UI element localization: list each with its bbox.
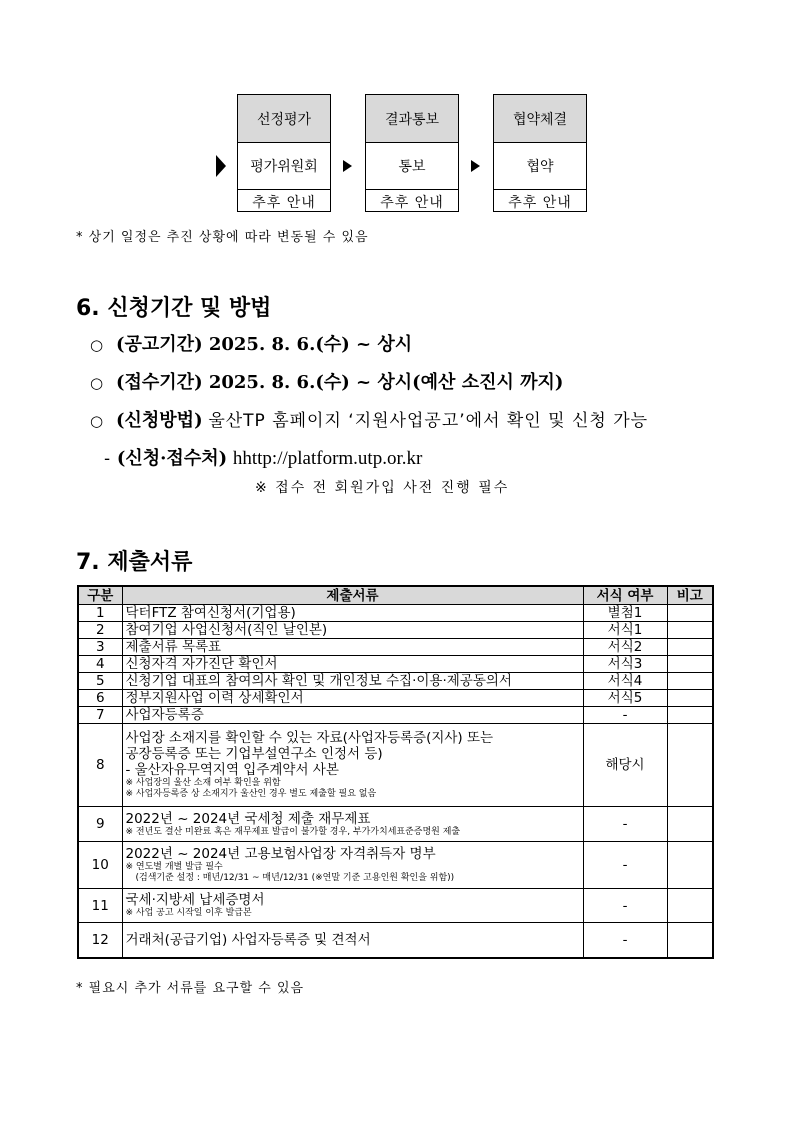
document-cell [122, 807, 583, 842]
stage-head: 선정평가 [238, 95, 330, 143]
table-header-row [78, 586, 713, 605]
form-status: 해당시 [583, 724, 667, 807]
col-header: 서식 여부 [583, 586, 667, 605]
document-cell [122, 605, 583, 622]
table-row [78, 889, 713, 923]
document-name: 사업장 소재지를 확인할 수 있는 자료(사업자등록증(지사) 또는 [125, 730, 494, 746]
bullet: ○ [90, 412, 104, 430]
document-remark: (검색기준 설정 : 매년/12/31 ~ 매년/12/31 (※연말 기준 고용인원 확인을 위함)) [135, 873, 455, 883]
row-number: 11 [78, 889, 122, 923]
document-remark: ※ 연도별 개별 발급 필수 [125, 862, 223, 872]
row-number: 8 [78, 724, 122, 807]
table-row [78, 605, 713, 622]
document-name: 신청자격 자가진단 확인서 [125, 656, 278, 672]
flow-arrow [471, 160, 480, 172]
bullet: ○ [90, 374, 104, 392]
stage-foot: 추후 안내 [380, 194, 444, 211]
row-number: 4 [78, 656, 122, 673]
document-name: 2022년 ~ 2024년 국세청 제출 재무제표 [125, 810, 371, 827]
apply-place-label: (신청·접수처) [116, 448, 228, 469]
stage-head: 결과통보 [366, 95, 458, 143]
flow-arrow-start [216, 155, 226, 177]
table-row [78, 673, 713, 690]
row-number: 9 [78, 807, 122, 842]
form-status: - [583, 889, 667, 923]
form-status: - [583, 923, 667, 959]
form-status: 별첨1 [583, 605, 667, 622]
stage-foot: 추후 안내 [252, 194, 316, 211]
row-number: 1 [78, 605, 122, 622]
stage-foot: 추후 안내 [508, 194, 572, 211]
apply-place [104, 444, 422, 470]
stage-agreement [493, 94, 587, 212]
document-name: 사업자등록증 [125, 707, 204, 723]
remarks-cell [667, 690, 713, 707]
stage-mid: 평가위원회 [238, 143, 330, 190]
signup-note: ※ 접수 전 회원가입 사전 진행 필수 [255, 480, 510, 496]
table-row [78, 724, 713, 807]
remarks-cell [667, 889, 713, 923]
document-cell [122, 639, 583, 656]
table-row [78, 842, 713, 889]
schedule-flow [0, 0, 793, 220]
documents-table [77, 585, 714, 959]
form-status: 서식2 [583, 639, 667, 656]
period-receipt [90, 368, 563, 394]
document-name: 참여기업 사업신청서(직인 날인본) [125, 622, 328, 638]
bullet: ○ [90, 336, 104, 354]
remarks-cell [667, 923, 713, 959]
form-status: 서식5 [583, 690, 667, 707]
row-number: 12 [78, 923, 122, 959]
table-footnote: * 필요시 추가 서류를 요구할 수 있음 [76, 981, 305, 996]
document-name: 닥터FTZ 참여신청서(기업용) [125, 605, 296, 621]
schedule-note: * 상기 일정은 추진 상황에 따라 변동될 수 있음 [76, 230, 369, 245]
col-header: 구분 [78, 586, 122, 605]
document-cell [122, 656, 583, 673]
form-status: 서식4 [583, 673, 667, 690]
document-cell [122, 842, 583, 889]
remarks-cell [667, 622, 713, 639]
item-label: (신청방법) [116, 410, 203, 431]
form-status: 서식3 [583, 656, 667, 673]
remarks-cell [667, 707, 713, 724]
form-status: - [583, 807, 667, 842]
document-name: 제출서류 목록표 [125, 639, 222, 655]
remarks-cell [667, 656, 713, 673]
document-name: 신청기업 대표의 참여의사 확인 및 개인정보 수집·이용·제공동의서 [125, 673, 512, 689]
document-cell [122, 707, 583, 724]
document-remark: ※ 사업 공고 시작일 이후 발급본 [125, 908, 252, 918]
col-header: 비고 [667, 586, 713, 605]
stage-mid: 통보 [366, 143, 458, 190]
remarks-cell [667, 639, 713, 656]
table-row [78, 639, 713, 656]
stage-selection [237, 94, 331, 212]
table-row [78, 923, 713, 959]
dash: - [104, 449, 112, 469]
document-remark: ※ 전년도 결산 미완료 혹은 재무제표 발급이 불가할 경우, 부가가치세표준증명원 제출 [125, 826, 461, 837]
form-status: 서식1 [583, 622, 667, 639]
document-remark: ※ 사업장의 울산 소재 여부 확인을 위함 [125, 778, 281, 788]
stage-mid: 협약 [494, 143, 586, 190]
item-label: (공고기간) 2025. 8. 6.(수) ~ 상시 [116, 334, 413, 355]
document-cell [122, 690, 583, 707]
stage-head: 협약체결 [494, 95, 586, 143]
document-cell [122, 889, 583, 923]
section6-title: 6. 신청기간 및 방법 [76, 296, 272, 321]
document-cell [122, 923, 583, 959]
document-name: 거래처(공급기업) 사업자등록증 및 견적서 [125, 932, 371, 948]
remarks-cell [667, 724, 713, 807]
row-number: 7 [78, 707, 122, 724]
table-row [78, 707, 713, 724]
document-name: 2022년 ~ 2024년 고용보험사업장 자격취득자 명부 [125, 846, 436, 862]
document-cell [122, 724, 583, 807]
table-row [78, 690, 713, 707]
apply-method [90, 406, 648, 432]
period-announce [90, 330, 412, 356]
table-row [78, 807, 713, 842]
remarks-cell [667, 807, 713, 842]
document-name: - 울산자유무역지역 입주계약서 사본 [125, 762, 339, 778]
row-number: 2 [78, 622, 122, 639]
form-status: - [583, 707, 667, 724]
form-status: - [583, 842, 667, 889]
document-name: 공장등록증 또는 기업부설연구소 인정서 등) [125, 746, 383, 762]
table-row [78, 656, 713, 673]
remarks-cell [667, 673, 713, 690]
document-name: 정부지원사업 이력 상세확인서 [125, 690, 304, 706]
row-number: 5 [78, 673, 122, 690]
item-text: 울산TP 홈페이지 ‘지원사업공고’에서 확인 및 신청 가능 [208, 411, 649, 431]
document-cell [122, 622, 583, 639]
col-header: 제출서류 [122, 586, 583, 605]
flow-arrow [343, 160, 352, 172]
table-row [78, 622, 713, 639]
row-number: 3 [78, 639, 122, 656]
row-number: 6 [78, 690, 122, 707]
item-label: (접수기간) 2025. 8. 6.(수) ~ 상시(예산 소진시 까지) [116, 372, 564, 393]
platform-link[interactable]: hhttp://platform.utp.or.kr [232, 448, 423, 469]
section7-title: 7. 제출서류 [76, 550, 193, 575]
document-remark: ※ 사업자등록증 상 소재지가 울산인 경우 별도 제출할 필요 없음 [125, 789, 377, 799]
document-name: 국세·지방세 납세증명서 [125, 892, 265, 908]
stage-result [365, 94, 459, 212]
remarks-cell [667, 605, 713, 622]
row-number: 10 [78, 842, 122, 889]
document-cell [122, 673, 583, 690]
remarks-cell [667, 842, 713, 889]
